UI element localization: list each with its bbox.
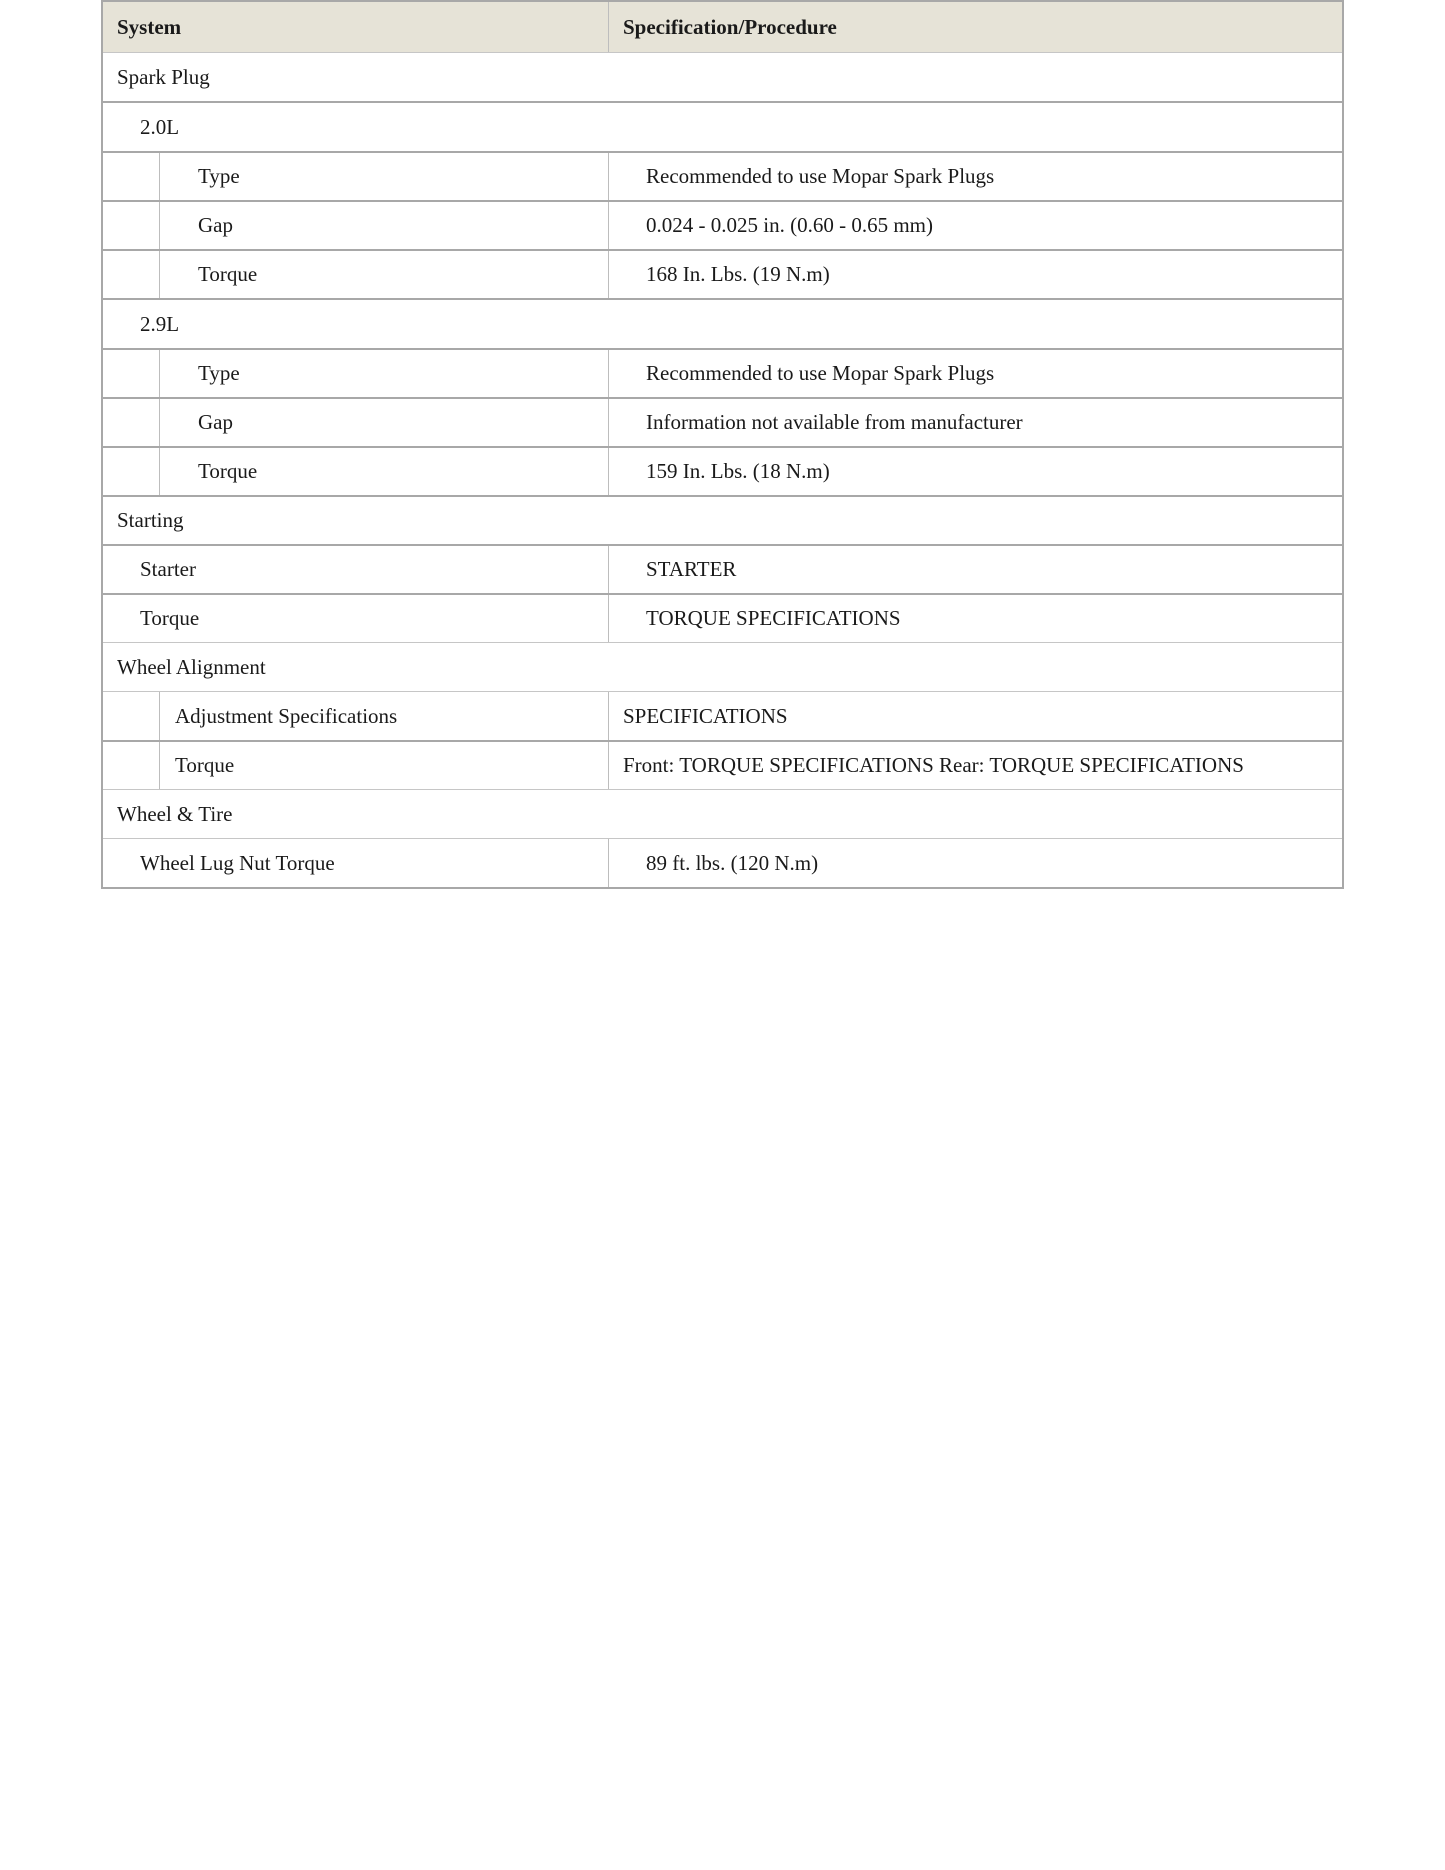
table-row	[103, 151, 1342, 200]
row-label: Gap	[160, 202, 609, 249]
header-specification: Specification/Procedure	[623, 14, 837, 39]
section-title: Wheel & Tire	[117, 801, 233, 826]
row-label: Adjustment Specifications	[160, 692, 609, 740]
table-row	[103, 544, 1342, 593]
table-row	[103, 397, 1342, 446]
table-row	[103, 740, 1342, 789]
row-value: SPECIFICATIONS	[623, 703, 788, 728]
indent-cell	[103, 153, 160, 200]
row-value: STARTER	[646, 557, 737, 581]
row-label: Type	[160, 153, 609, 200]
section-wheel-alignment	[103, 642, 1342, 691]
row-label: Starter	[103, 546, 609, 593]
indent-cell	[103, 251, 160, 298]
indent-cell	[103, 202, 160, 249]
indent-cell	[103, 742, 160, 789]
row-value: Information not available from manufacturer	[646, 410, 1023, 434]
section-title: Spark Plug	[117, 64, 210, 89]
row-label: Torque	[160, 742, 609, 789]
table-row	[103, 348, 1342, 397]
row-value: 89 ft. lbs. (120 N.m)	[646, 850, 819, 875]
row-value: Recommended to use Mopar Spark Plugs	[646, 361, 995, 385]
group-2-0l	[103, 101, 1342, 151]
section-spark-plug	[103, 52, 1342, 101]
section-wheel-tire	[103, 789, 1342, 838]
row-label: Gap	[160, 399, 609, 446]
indent-cell	[103, 448, 160, 495]
table-row	[103, 446, 1342, 495]
table-row	[103, 200, 1342, 249]
row-label: Torque	[160, 251, 609, 298]
row-label: Type	[160, 350, 609, 397]
table-row	[103, 249, 1342, 298]
indent-cell	[103, 399, 160, 446]
header-system: System	[103, 2, 609, 52]
row-label: Wheel Lug Nut Torque	[103, 839, 609, 887]
row-value: TORQUE SPECIFICATIONS	[646, 606, 901, 630]
indent-cell	[103, 350, 160, 397]
indent-cell	[103, 692, 160, 740]
row-value: 168 In. Lbs. (19 N.m)	[646, 262, 830, 286]
row-value: 0.024 - 0.025 in. (0.60 - 0.65 mm)	[646, 213, 933, 237]
group-title: 2.9L	[140, 311, 180, 336]
row-value: Front: TORQUE SPECIFICATIONS Rear: TORQUE SPECIFICATIONS	[623, 753, 1244, 777]
table-row	[103, 593, 1342, 642]
row-label: Torque	[103, 595, 609, 642]
row-label: Torque	[160, 448, 609, 495]
group-title: 2.0L	[140, 114, 180, 139]
row-value: Recommended to use Mopar Spark Plugs	[646, 164, 995, 188]
table-row	[103, 691, 1342, 740]
row-value: 159 In. Lbs. (18 N.m)	[646, 459, 830, 483]
table-row	[103, 838, 1342, 887]
section-title: Starting	[117, 508, 184, 532]
section-title: Wheel Alignment	[117, 654, 266, 679]
specifications-table	[101, 0, 1344, 889]
section-starting	[103, 495, 1342, 544]
group-2-9l	[103, 298, 1342, 348]
table-header-row	[103, 2, 1342, 52]
